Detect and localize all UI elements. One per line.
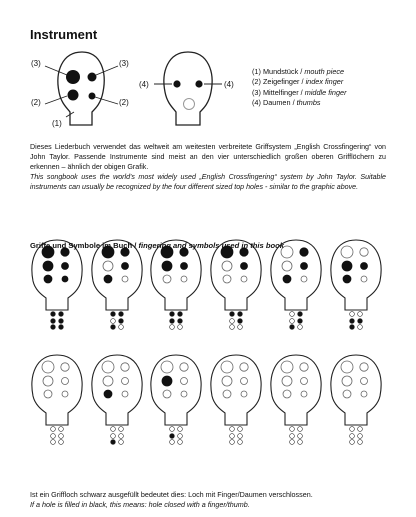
hole-open <box>360 363 368 371</box>
hole-closed <box>301 263 308 270</box>
symbol-dot-open <box>350 434 355 439</box>
hole-closed <box>62 276 68 282</box>
legend-item: (1) Mundstück / mouth piece <box>252 67 345 76</box>
footer-note <box>30 490 313 511</box>
footer-english: If a hole is filled in black, this means: hole closed with a finger/thumb. <box>30 500 250 510</box>
hole-open <box>343 390 351 398</box>
symbol-dot-open <box>238 325 243 330</box>
symbol-dot-closed <box>119 312 124 317</box>
symbol-dot-open <box>178 325 183 330</box>
hole-closed <box>343 275 351 283</box>
hole-open <box>282 376 292 386</box>
symbol-dot-open <box>358 434 363 439</box>
symbol-dot-open <box>51 440 56 445</box>
hole-open <box>163 390 171 398</box>
symbol-dot-open <box>230 325 235 330</box>
fingering-chart <box>211 240 261 329</box>
hole-open <box>43 376 53 386</box>
hole-legend <box>252 67 347 109</box>
fingering-chart <box>151 240 201 329</box>
label-front-top-left: (3) <box>31 59 41 68</box>
hole-open <box>180 363 188 371</box>
hole-closed <box>241 263 248 270</box>
symbol-dot-open <box>119 434 124 439</box>
symbol-dot-open <box>358 440 363 445</box>
symbol-dot-open <box>119 325 124 330</box>
hole-open <box>223 390 231 398</box>
symbol-dot-closed <box>111 440 116 445</box>
fingering-chart <box>92 355 142 444</box>
symbol-dot-open <box>119 440 124 445</box>
hole-open <box>241 378 248 385</box>
symbol-dot-open <box>290 440 295 445</box>
hole-open <box>181 378 188 385</box>
hole-open <box>103 261 113 271</box>
hole-open <box>221 361 233 373</box>
ocarina-back <box>154 52 222 125</box>
symbol-dot-open <box>358 427 363 432</box>
hole-closed <box>104 390 112 398</box>
hole-open <box>241 276 247 282</box>
hole-open <box>342 376 352 386</box>
symbol-dot-closed <box>51 325 56 330</box>
symbol-dot-open <box>59 427 64 432</box>
hole-open <box>103 376 113 386</box>
intro-paragraph <box>30 143 386 193</box>
symbol-dot-closed <box>358 319 363 324</box>
ocarina-outline <box>211 240 261 310</box>
symbol-dot-closed <box>170 312 175 317</box>
ocarina-outline <box>151 240 201 310</box>
hole-open <box>361 391 367 397</box>
symbol-dot-open <box>298 325 303 330</box>
page-title: Instrument <box>30 27 98 42</box>
legend-item: (2) Zeigefinger / index finger <box>252 77 344 87</box>
hole-closed <box>162 376 172 386</box>
ocarina-outline <box>92 240 142 310</box>
hole-closed <box>43 261 53 271</box>
hole-open <box>341 246 353 258</box>
hole-closed <box>44 275 52 283</box>
label-front-mouthpiece: (1) <box>52 119 62 128</box>
hole-open <box>222 376 232 386</box>
footer-german: Ist ein Griffloch schwarz ausgefüllt bedeutet dies: Loch mit Finger/Daumen verschlossen. <box>30 490 313 499</box>
hole-open <box>121 363 129 371</box>
fingering-chart <box>271 355 321 444</box>
intro-english: This songbook uses the world's most widely used „English Crossfingering“ system by John Taylor. Suitable instruments can usually be recognized by the four different sized top holes - similar to the graphic above. <box>30 172 386 191</box>
hole-closed <box>300 248 308 256</box>
hole-open <box>283 390 291 398</box>
symbol-dot-closed <box>119 319 124 324</box>
symbol-dot-open <box>230 434 235 439</box>
symbol-dot-open <box>178 434 183 439</box>
hole-open <box>222 261 232 271</box>
symbol-dot-open <box>290 312 295 317</box>
hole-open <box>122 391 128 397</box>
symbol-dot-open <box>298 427 303 432</box>
symbol-dot-open <box>358 325 363 330</box>
symbol-dot-open <box>178 440 183 445</box>
ocarina-outline <box>32 355 82 425</box>
symbol-dot-closed <box>230 312 235 317</box>
label-front-bottom-right: (2) <box>119 98 129 107</box>
symbol-dot-open <box>51 427 56 432</box>
symbol-dot-closed <box>170 319 175 324</box>
hole-open <box>341 361 353 373</box>
ocarina-outline <box>32 240 82 310</box>
ocarina-outline <box>331 240 381 310</box>
intro-german: Dieses Liederbuch verwendet das weltweit am weitesten verbreitete Griffsystem „English Crossfingering“ von John Taylor. Passende Instrumente sind meist an den vier unterschiedlich großen oberen Grifflöchern zu erkennen – ähnlich der obigen Grafik. <box>30 143 386 171</box>
label-front-top-right: (3) <box>119 59 129 68</box>
ocarina-front <box>45 52 118 125</box>
fingering-chart <box>271 240 321 329</box>
legend-item: (4) Daumen / thumbs <box>252 98 321 108</box>
symbol-dot-open <box>51 434 56 439</box>
symbol-dot-closed <box>298 312 303 317</box>
hole-open <box>223 275 231 283</box>
symbol-dot-closed <box>59 325 64 330</box>
symbol-dot-closed <box>238 312 243 317</box>
symbol-dot-open <box>119 427 124 432</box>
label-front-bottom-left: (2) <box>31 98 41 107</box>
symbol-dot-open <box>298 434 303 439</box>
section-heading: Griffe und Symbole im Buch / fingering and symbols used in this book <box>30 241 285 250</box>
symbol-dot-open <box>111 434 116 439</box>
hole-open <box>61 363 69 371</box>
hole-open <box>181 391 187 397</box>
symbol-dot-open <box>178 427 183 432</box>
fingering-charts <box>32 240 381 444</box>
ocarina-outline <box>271 240 321 310</box>
label-back-right: (4) <box>224 80 234 89</box>
fingering-chart <box>331 355 381 444</box>
symbol-dot-closed <box>238 319 243 324</box>
symbol-dot-closed <box>178 312 183 317</box>
hole-open <box>301 276 307 282</box>
ocarina-outline <box>271 355 321 425</box>
hole-closed <box>361 263 368 270</box>
fingering-chart <box>331 240 381 329</box>
hole-closed <box>104 275 112 283</box>
symbol-dot-closed <box>290 325 295 330</box>
symbol-dot-closed <box>59 312 64 317</box>
symbol-dot-open <box>170 440 175 445</box>
symbol-dot-closed <box>51 319 56 324</box>
hole-open <box>161 361 173 373</box>
legend-item: (3) Mittelfinger / middle finger <box>252 87 347 97</box>
symbol-dot-closed <box>170 434 175 439</box>
symbol-dot-open <box>238 427 243 432</box>
hole-open <box>281 361 293 373</box>
label-back-left: (4) <box>139 80 149 89</box>
fingering-chart <box>151 355 201 444</box>
hole-open <box>361 276 367 282</box>
hole-closed <box>122 263 129 270</box>
symbol-dot-open <box>290 427 295 432</box>
hole-open <box>42 361 54 373</box>
symbol-dot-open <box>230 427 235 432</box>
symbol-dot-open <box>298 440 303 445</box>
hole-open <box>301 378 308 385</box>
fingering-chart <box>32 355 82 444</box>
hole-open <box>44 390 52 398</box>
hole-closed <box>342 261 352 271</box>
hole-open <box>62 391 68 397</box>
symbol-dot-closed <box>298 319 303 324</box>
hole-open <box>361 378 368 385</box>
symbol-dot-open <box>350 427 355 432</box>
hole-closed <box>181 263 188 270</box>
symbol-dot-open <box>238 440 243 445</box>
symbol-dot-closed <box>51 312 56 317</box>
hole-open <box>102 361 114 373</box>
symbol-dot-open <box>230 319 235 324</box>
symbol-dot-open <box>290 434 295 439</box>
symbol-dot-closed <box>178 319 183 324</box>
hole-open <box>122 378 129 385</box>
symbol-dot-closed <box>59 319 64 324</box>
fingering-chart <box>92 240 142 329</box>
hole-open <box>62 378 69 385</box>
symbol-dot-open <box>230 440 235 445</box>
symbol-dot-open <box>358 312 363 317</box>
hole-closed <box>283 275 291 283</box>
symbol-dot-open <box>170 325 175 330</box>
symbol-dot-open <box>350 312 355 317</box>
hole-closed <box>162 261 172 271</box>
symbol-dot-closed <box>350 325 355 330</box>
hole-closed <box>62 263 69 270</box>
ocarina-outline <box>211 355 261 425</box>
symbol-dot-closed <box>111 312 116 317</box>
ocarina-outline <box>151 355 201 425</box>
symbol-dot-open <box>290 319 295 324</box>
hole-open <box>301 391 307 397</box>
hole-open <box>241 391 247 397</box>
symbol-dot-open <box>111 319 116 324</box>
symbol-dot-open <box>111 427 116 432</box>
symbol-dot-open <box>238 434 243 439</box>
ocarina-outline <box>92 355 142 425</box>
symbol-dot-open <box>59 434 64 439</box>
symbol-dot-closed <box>350 319 355 324</box>
hole-open <box>282 261 292 271</box>
hole-open <box>300 363 308 371</box>
hole-open <box>240 363 248 371</box>
symbol-dot-closed <box>111 325 116 330</box>
fingering-chart <box>211 355 261 444</box>
symbol-dot-open <box>170 427 175 432</box>
symbol-dot-open <box>59 440 64 445</box>
symbol-dot-open <box>350 440 355 445</box>
hole-open <box>360 248 368 256</box>
hole-open <box>163 275 171 283</box>
ocarina-outline <box>331 355 381 425</box>
fingering-chart <box>32 240 82 329</box>
hole-open <box>122 276 128 282</box>
hole-open <box>181 276 187 282</box>
